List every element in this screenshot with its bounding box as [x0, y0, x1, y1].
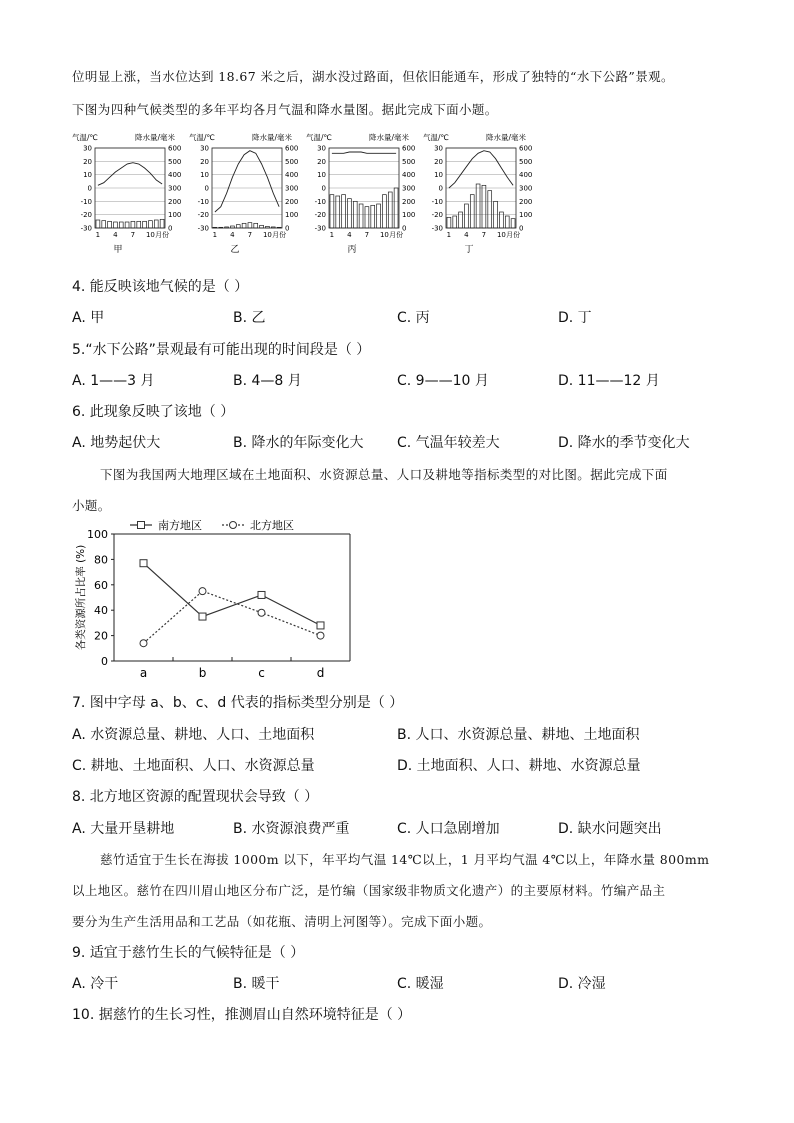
- q9-option-b[interactable]: B. 暖干: [233, 976, 280, 992]
- precip-tick-label: 400: [402, 171, 416, 180]
- q8-option-b[interactable]: B. 水资源浪费严重: [233, 821, 350, 837]
- precip-tick-label: 100: [285, 211, 299, 220]
- precip-axis-label: 降水量/毫米: [135, 133, 176, 142]
- precip-bar: [266, 226, 270, 228]
- temp-tick-label: 10: [434, 171, 443, 180]
- precip-bar: [336, 196, 340, 228]
- q8-option-c[interactable]: C. 人口急剧增加: [397, 821, 500, 837]
- data-point-square: [199, 613, 206, 620]
- temp-tick-label: 0: [438, 184, 443, 193]
- precip-bar: [465, 204, 469, 228]
- precip-bar: [213, 227, 217, 228]
- temp-tick-label: -20: [314, 211, 326, 220]
- precip-bar: [137, 221, 141, 228]
- intro-line-2: 下图为四种气候类型的多年平均各月气温和降水量图。据此完成下面小题。: [72, 102, 498, 117]
- precip-tick-label: 200: [519, 197, 533, 206]
- month-tick-label: 7: [364, 231, 370, 239]
- x-tick-label: a: [139, 666, 148, 680]
- intro3-line-3: 要分为生产生活用品和工艺品（如花瓶、清明上河图等）。完成下面小题。: [72, 914, 492, 929]
- data-point-square: [317, 622, 324, 629]
- precip-tick-label: 200: [402, 197, 416, 206]
- climate-panel-1: [72, 132, 181, 255]
- temp-tick-label: -10: [80, 197, 92, 206]
- data-point-square: [258, 591, 265, 598]
- precip-tick-label: 400: [519, 171, 533, 180]
- data-point-circle: [140, 640, 147, 647]
- temp-axis-label: 气温/℃: [423, 133, 449, 142]
- precip-bar: [394, 188, 398, 228]
- y-axis-label: 各类资源所占比率 (%): [75, 544, 87, 651]
- precip-bar: [453, 216, 457, 228]
- precip-bar: [359, 204, 363, 228]
- precip-tick-label: 300: [285, 184, 299, 193]
- y-tick-label: 20: [94, 629, 108, 643]
- q7-option-d[interactable]: D. 土地面积、人口、耕地、水资源总量: [397, 758, 641, 774]
- temp-tick-label: -30: [197, 224, 209, 233]
- question-9: 9. 适宜于慈竹生长的气候特征是（ ）: [72, 945, 305, 961]
- temp-tick-label: 0: [321, 184, 326, 193]
- precip-bar: [108, 221, 112, 228]
- temp-tick-label: 30: [434, 144, 443, 153]
- month-tick-label: 4: [113, 231, 118, 239]
- month-tick-label: 7: [247, 231, 253, 239]
- x-tick-label: c: [258, 666, 265, 680]
- month-tick-label: 10: [145, 231, 155, 239]
- month-tick-label: 1: [329, 231, 335, 239]
- temp-tick-label: 20: [83, 157, 92, 166]
- month-tick-label: 4: [230, 231, 235, 239]
- precip-bar: [131, 221, 135, 228]
- temp-tick-label: 20: [434, 157, 443, 166]
- data-point-circle: [199, 588, 206, 595]
- precip-tick-label: 0: [402, 224, 407, 233]
- month-tick-label: 1: [95, 231, 101, 239]
- month-tick-label: 7: [130, 231, 136, 239]
- precip-tick-label: 0: [168, 224, 173, 233]
- precip-tick-label: 400: [285, 171, 299, 180]
- q7-option-c[interactable]: C. 耕地、土地面积、人口、水资源总量: [72, 758, 315, 774]
- legend-marker-1: [138, 522, 145, 529]
- question-4: 4. 能反映该地气候的是（ ）: [72, 279, 249, 295]
- temp-tick-label: -10: [431, 197, 443, 206]
- precip-bar: [330, 195, 334, 228]
- q8-option-a[interactable]: A. 大量开垦耕地: [72, 821, 175, 837]
- q9-option-a[interactable]: A. 冷干: [72, 976, 119, 992]
- q9-option-d[interactable]: D. 冷湿: [558, 976, 606, 992]
- precip-tick-label: 300: [402, 184, 416, 193]
- precip-tick-label: 400: [168, 171, 182, 180]
- temp-tick-label: 0: [204, 184, 209, 193]
- temperature-curve: [332, 152, 396, 153]
- precip-bar: [125, 222, 129, 228]
- legend-label-2: 北方地区: [250, 519, 294, 532]
- climate-panel-3: [306, 132, 415, 255]
- q7-option-b[interactable]: B. 人口、水资源总量、耕地、土地面积: [397, 727, 640, 743]
- precip-axis-label: 降水量/毫米: [486, 133, 527, 142]
- precip-tick-label: 500: [168, 157, 182, 166]
- y-tick-label: 100: [87, 528, 108, 541]
- temp-tick-label: 10: [83, 171, 92, 180]
- precip-bar: [348, 199, 352, 228]
- month-tick-label: 1: [446, 231, 452, 239]
- q4-option-c[interactable]: C. 丙: [397, 310, 430, 326]
- precip-tick-label: 600: [285, 144, 299, 153]
- q6-option-c[interactable]: C. 气温年较差大: [397, 435, 500, 451]
- intro3-line-2: 以上地区。慈竹在四川眉山地区分布广泛，是竹编（国家级非物质文化遗产）的主要原材料。竹编产品主: [72, 883, 666, 898]
- panel-label: 丁: [464, 245, 474, 255]
- temp-tick-label: -10: [314, 197, 326, 206]
- data-point-square: [140, 560, 147, 567]
- y-tick-label: 80: [94, 553, 108, 567]
- precip-bar: [383, 195, 387, 228]
- month-tick-label: 4: [347, 231, 352, 239]
- temp-tick-label: 20: [317, 157, 326, 166]
- precip-bar: [459, 212, 463, 228]
- panel-label: 甲: [113, 245, 123, 255]
- precip-tick-label: 0: [519, 224, 524, 233]
- legend-label-1: 南方地区: [158, 519, 202, 532]
- month-tick-label: 10: [379, 231, 389, 239]
- precip-bar: [470, 195, 474, 228]
- precip-tick-label: 200: [168, 197, 182, 206]
- temp-tick-label: -30: [80, 224, 92, 233]
- q8-option-d[interactable]: D. 缺水问题突出: [558, 821, 662, 837]
- precip-bar: [102, 221, 106, 228]
- y-tick-label: 0: [101, 655, 108, 668]
- temp-tick-label: -20: [80, 211, 92, 220]
- q5-option-c[interactable]: C. 9——10 月: [397, 373, 489, 389]
- q9-option-c[interactable]: C. 暖湿: [397, 976, 444, 992]
- month-tick-label: 4: [464, 231, 469, 239]
- temp-axis-label: 气温/℃: [72, 133, 98, 142]
- x-tick-label: b: [198, 666, 207, 680]
- precip-bar: [476, 184, 480, 228]
- precip-tick-label: 600: [519, 144, 533, 153]
- temp-tick-label: 30: [83, 144, 92, 153]
- temp-tick-label: 10: [200, 171, 209, 180]
- temp-tick-label: -20: [431, 211, 443, 220]
- climate-panel-2: [189, 132, 298, 255]
- intro3-line-1: 慈竹适宜于生长在海拔 1000m 以下，年平均气温 14℃以上，1 月平均气温 4℃以上，年降水量 800mm: [100, 852, 710, 867]
- panel-label: 乙: [230, 245, 240, 255]
- precip-bar: [500, 212, 504, 228]
- month-tick-label: 10: [262, 231, 272, 239]
- month-unit-label: 月份: [272, 231, 287, 239]
- temperature-curve: [215, 151, 279, 212]
- precip-bar: [160, 219, 164, 228]
- precip-bar: [482, 185, 486, 228]
- precip-bar: [377, 204, 381, 228]
- temp-tick-label: 20: [200, 157, 209, 166]
- precip-tick-label: 100: [168, 211, 182, 220]
- temp-tick-label: -30: [314, 224, 326, 233]
- legend-marker-2: [230, 522, 237, 529]
- temp-tick-label: 30: [200, 144, 209, 153]
- precip-bar: [511, 219, 515, 228]
- precip-tick-label: 600: [402, 144, 416, 153]
- temp-tick-label: 0: [87, 184, 92, 193]
- precip-axis-label: 降水量/毫米: [369, 133, 410, 142]
- temp-axis-label: 气温/℃: [306, 133, 332, 142]
- y-tick-label: 60: [94, 578, 108, 592]
- temp-tick-label: -10: [197, 197, 209, 206]
- q4-option-a[interactable]: A. 甲: [72, 310, 105, 326]
- temp-tick-label: 10: [317, 171, 326, 180]
- precip-bar: [225, 227, 229, 228]
- precip-bar: [149, 221, 153, 228]
- series-line-1: [144, 563, 321, 625]
- month-unit-label: 月份: [389, 231, 404, 239]
- precip-bar: [231, 226, 235, 228]
- precip-bar: [505, 216, 509, 228]
- month-tick-label: 10: [496, 231, 506, 239]
- precip-tick-label: 500: [285, 157, 299, 166]
- q5-option-a[interactable]: A. 1——3 月: [72, 373, 155, 389]
- month-tick-label: 1: [212, 231, 218, 239]
- month-unit-label: 月份: [506, 231, 521, 239]
- precip-bar: [271, 227, 275, 228]
- month-tick-label: 7: [481, 231, 487, 239]
- precip-tick-label: 300: [519, 184, 533, 193]
- precip-bar: [248, 223, 252, 228]
- question-6: 6. 此现象反映了该地（ ）: [72, 404, 235, 420]
- data-point-circle: [258, 609, 265, 616]
- precip-tick-label: 0: [285, 224, 290, 233]
- temp-axis-label: 气温/℃: [189, 133, 215, 142]
- precip-bar: [242, 223, 246, 228]
- precip-bar: [236, 225, 240, 228]
- q5-option-d[interactable]: D. 11——12 月: [558, 373, 660, 389]
- precip-tick-label: 500: [519, 157, 533, 166]
- temperature-curve: [98, 163, 162, 186]
- question-7: 7. 图中字母 a、b、c、d 代表的指标类型分别是（ ）: [72, 695, 404, 711]
- climate-panel-4: [423, 132, 532, 255]
- temp-tick-label: 30: [317, 144, 326, 153]
- temp-tick-label: -30: [431, 224, 443, 233]
- q7-option-a[interactable]: A. 水资源总量、耕地、人口、土地面积: [72, 727, 315, 743]
- climate-charts: [70, 128, 533, 263]
- q6-option-a[interactable]: A. 地势起伏大: [72, 435, 161, 451]
- x-tick-label: d: [316, 666, 325, 680]
- intro2-line-1: 下图为我国两大地理区域在土地面积、水资源总量、人口及耕地等指标类型的对比图。据此完成下面: [100, 467, 668, 482]
- resource-comparison-chart: [72, 516, 362, 682]
- y-tick-label: 40: [94, 604, 108, 618]
- question-8: 8. 北方地区资源的配置现状会导致（ ）: [72, 789, 319, 805]
- precip-tick-label: 300: [168, 184, 182, 193]
- panel-label: 丙: [347, 245, 357, 255]
- precip-bar: [119, 222, 123, 228]
- q4-option-b[interactable]: B. 乙: [233, 310, 266, 326]
- precip-axis-label: 降水量/毫米: [252, 133, 293, 142]
- question-5: 5.“水下公路”景观最有可能出现的时间段是（ ）: [72, 342, 371, 358]
- precip-bar: [488, 191, 492, 228]
- q5-option-b[interactable]: B. 4—8 月: [233, 373, 302, 389]
- precip-tick-label: 500: [402, 157, 416, 166]
- intro-line-1: 位明显上涨，当水位达到 18.67 米之后，湖水没过路面，但依旧能通车，形成了独特的“水下公路”景观。: [72, 69, 674, 84]
- temp-tick-label: -20: [197, 211, 209, 220]
- precip-bar: [154, 220, 158, 228]
- precip-bar: [114, 222, 118, 228]
- precip-bar: [447, 217, 451, 228]
- data-point-circle: [317, 632, 324, 639]
- precip-tick-label: 600: [168, 144, 182, 153]
- month-unit-label: 月份: [155, 231, 170, 239]
- precip-tick-label: 100: [402, 211, 416, 220]
- precip-bar: [143, 221, 147, 228]
- precip-tick-label: 100: [519, 211, 533, 220]
- precip-bar: [96, 220, 100, 228]
- q6-option-d[interactable]: D. 降水的季节变化大: [558, 435, 690, 451]
- precip-bar: [365, 207, 369, 228]
- intro2-line-2: 小题。: [72, 498, 111, 513]
- precip-bar: [371, 205, 375, 228]
- q4-option-d[interactable]: D. 丁: [558, 310, 592, 326]
- precip-tick-label: 200: [285, 197, 299, 206]
- series-line-2: [144, 591, 321, 643]
- precip-bar: [388, 192, 392, 228]
- precip-bar: [342, 195, 346, 228]
- question-10: 10. 据慈竹的生长习性，推测眉山自然环境特征是（ ）: [72, 1007, 412, 1023]
- precip-bar: [277, 227, 281, 228]
- precip-bar: [219, 227, 223, 228]
- q6-option-b[interactable]: B. 降水的年际变化大: [233, 435, 364, 451]
- temperature-curve: [449, 151, 513, 188]
- precip-bar: [254, 223, 258, 228]
